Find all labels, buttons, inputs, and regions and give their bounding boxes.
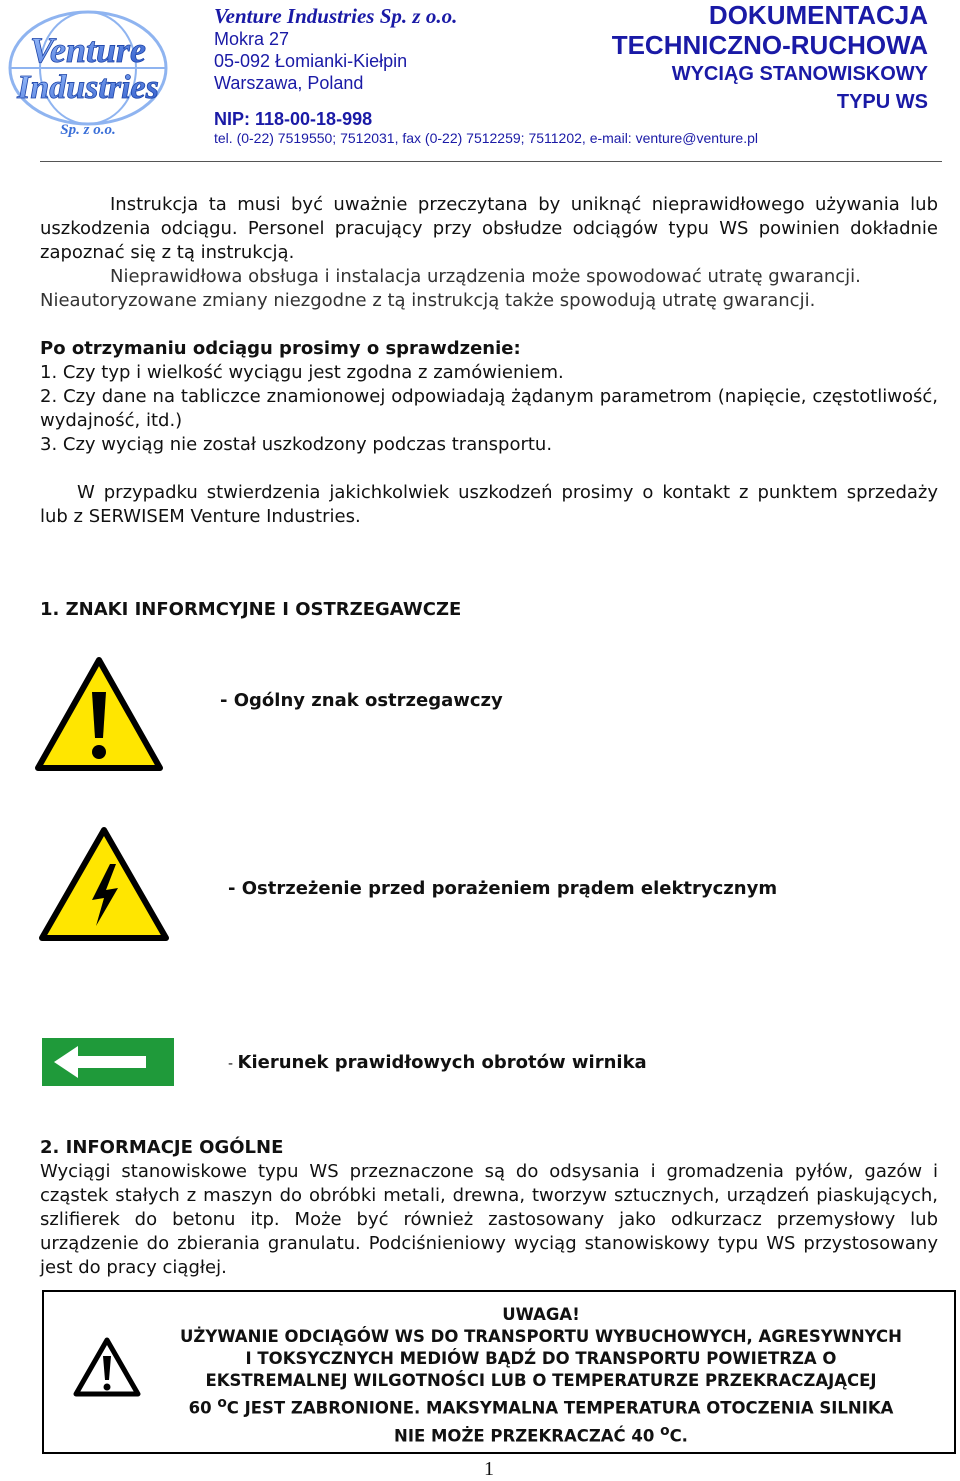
company-postal: 05-092 Łomianki-Kiełpin [214, 51, 408, 71]
rotation-direction-arrow-icon [42, 1038, 174, 1086]
document-title [612, 0, 928, 116]
electric-shock-warning-icon [38, 826, 170, 942]
intro-paragraph: Instrukcja ta musi być uważnie przeczytana by uniknąć nieprawidłowego używania lub uszkodzenia odciągu. Personel pracujący przy obsłudze odciągów typu WS powinien dokładnie zapoznać się z tą instrukcją. [40, 194, 938, 263]
company-street: Mokra 27 [214, 29, 290, 49]
page-number: 1 [484, 1458, 494, 1480]
warning-line2: I TOKSYCZNYCH MEDIÓW BĄDŹ DO TRANSPORTU POWIETRZA O [245, 1349, 837, 1368]
venture-industries-logo [2, 10, 174, 140]
doc-title-line4: TYPU WS [836, 91, 928, 113]
warning-line5-degree: o [660, 1422, 670, 1439]
warning-line4-degree: o [217, 1395, 227, 1411]
check-item-3: 3. Czy wyciąg nie został uszkodzony podczas transportu. [40, 434, 553, 455]
company-name: Venture Industries Sp. z o.o. [214, 4, 458, 28]
doc-title-line3: WYCIĄG STANOWISKOWY [671, 63, 928, 85]
check-heading: Po otrzymaniu odciągu prosimy o sprawdzenie: [40, 338, 521, 359]
doc-title-line1: DOKUMENTACJA [708, 0, 928, 30]
company-nip: NIP: 118-00-18-998 [214, 109, 373, 129]
sign3-caption [228, 1052, 647, 1073]
warning-line4 [140, 1392, 942, 1420]
section2-heading: 2. INFORMACJE OGÓLNE [40, 1137, 284, 1158]
warning-line3: EKSTREMALNEJ WILGOTNOŚCI LUB O TEMPERATURZE PRZEKRACZAJĄCEJ [205, 1371, 877, 1390]
warning-line5-c: C. [669, 1426, 688, 1445]
damage-note: W przypadku stwierdzenia jakichkolwiek uszkodzeń prosimy o kontakt z punktem sprzedaży lub z SERWISEM Venture Industries. [40, 482, 938, 527]
sign1-caption: - Ogólny znak ostrzegawczy [220, 690, 503, 711]
check-item-1: 1. Czy typ i wielkość wyciągu jest zgodna z zamówieniem. [40, 362, 564, 383]
warning-text [140, 1304, 942, 1447]
section2-body: Wyciągi stanowiskowe typu WS przeznaczone są do odsysania i gromadzenia pyłów, gazów i cząstek stałych z maszyn do obróbki metali, drewna, tworzyw sztucznych, urządzeń piaskujących, szlifierek do betonu itp. Może być również zastosowany jako odkurzacz przemysłowy lub urządzenie do zbierania granulatu. Podciśnieniowy wyciąg stanowiskowy typu WS przystosowany jest do pracy ciągłej. [40, 1161, 938, 1278]
logo-line1: Venture [29, 30, 147, 70]
warning-line4-a: 60 [188, 1398, 218, 1418]
sign2-caption: - Ostrzeżenie przed porażeniem prądem elektrycznym [228, 878, 778, 899]
doc-title-line2: TECHNICZNO-RUCHOWA [611, 30, 928, 60]
intro-unauthorized-note: Nieautoryzowane zmiany niezgodne z tą instrukcją także spowodują utratę gwarancji. [40, 290, 816, 311]
warning-line5 [140, 1420, 942, 1448]
warning-line4-c: C JEST ZABRONIONE. MAKSYMALNA TEMPERATURA OTOCZENIA SILNIKA [226, 1398, 894, 1418]
sign3-label: Kierunek prawidłowych obrotów wirnika [237, 1052, 647, 1073]
warning-box [42, 1290, 956, 1454]
logo-line3: Sp. z o.o. [60, 122, 116, 138]
check-item-2: 2. Czy dane na tabliczce znamionowej odpowiadają żądanym parametrom (napięcie, częstotliwość, wydajność, itd.) [40, 386, 938, 431]
intro-warranty-note: Nieprawidłowa obsługa i instalacja urządzenia może spowodować utratę gwarancji. [110, 266, 861, 287]
warning-line5-a: NIE MOŻE PRZEKRACZAĆ 40 [394, 1426, 661, 1445]
warning-title: UWAGA! [502, 1305, 580, 1324]
company-contact: tel. (0-22) 7519550; 7512031, fax (0-22) 7512259; 7511202, e-mail: venture@venture.pl [214, 130, 758, 146]
company-city: Warszawa, Poland [214, 73, 364, 93]
sign3-dash: - [228, 1056, 238, 1072]
warning-triangle-icon [72, 1336, 142, 1398]
section1-heading: 1. ZNAKI INFORMCYJNE I OSTRZEGAWCZE [40, 599, 462, 620]
logo-line2: Industries [17, 69, 159, 106]
warning-line1: UŻYWANIE ODCIĄGÓW WS DO TRANSPORTU WYBUCHOWYCH, AGRESYWNYCH [180, 1327, 902, 1346]
general-warning-icon [34, 656, 164, 772]
header-divider [40, 161, 942, 162]
